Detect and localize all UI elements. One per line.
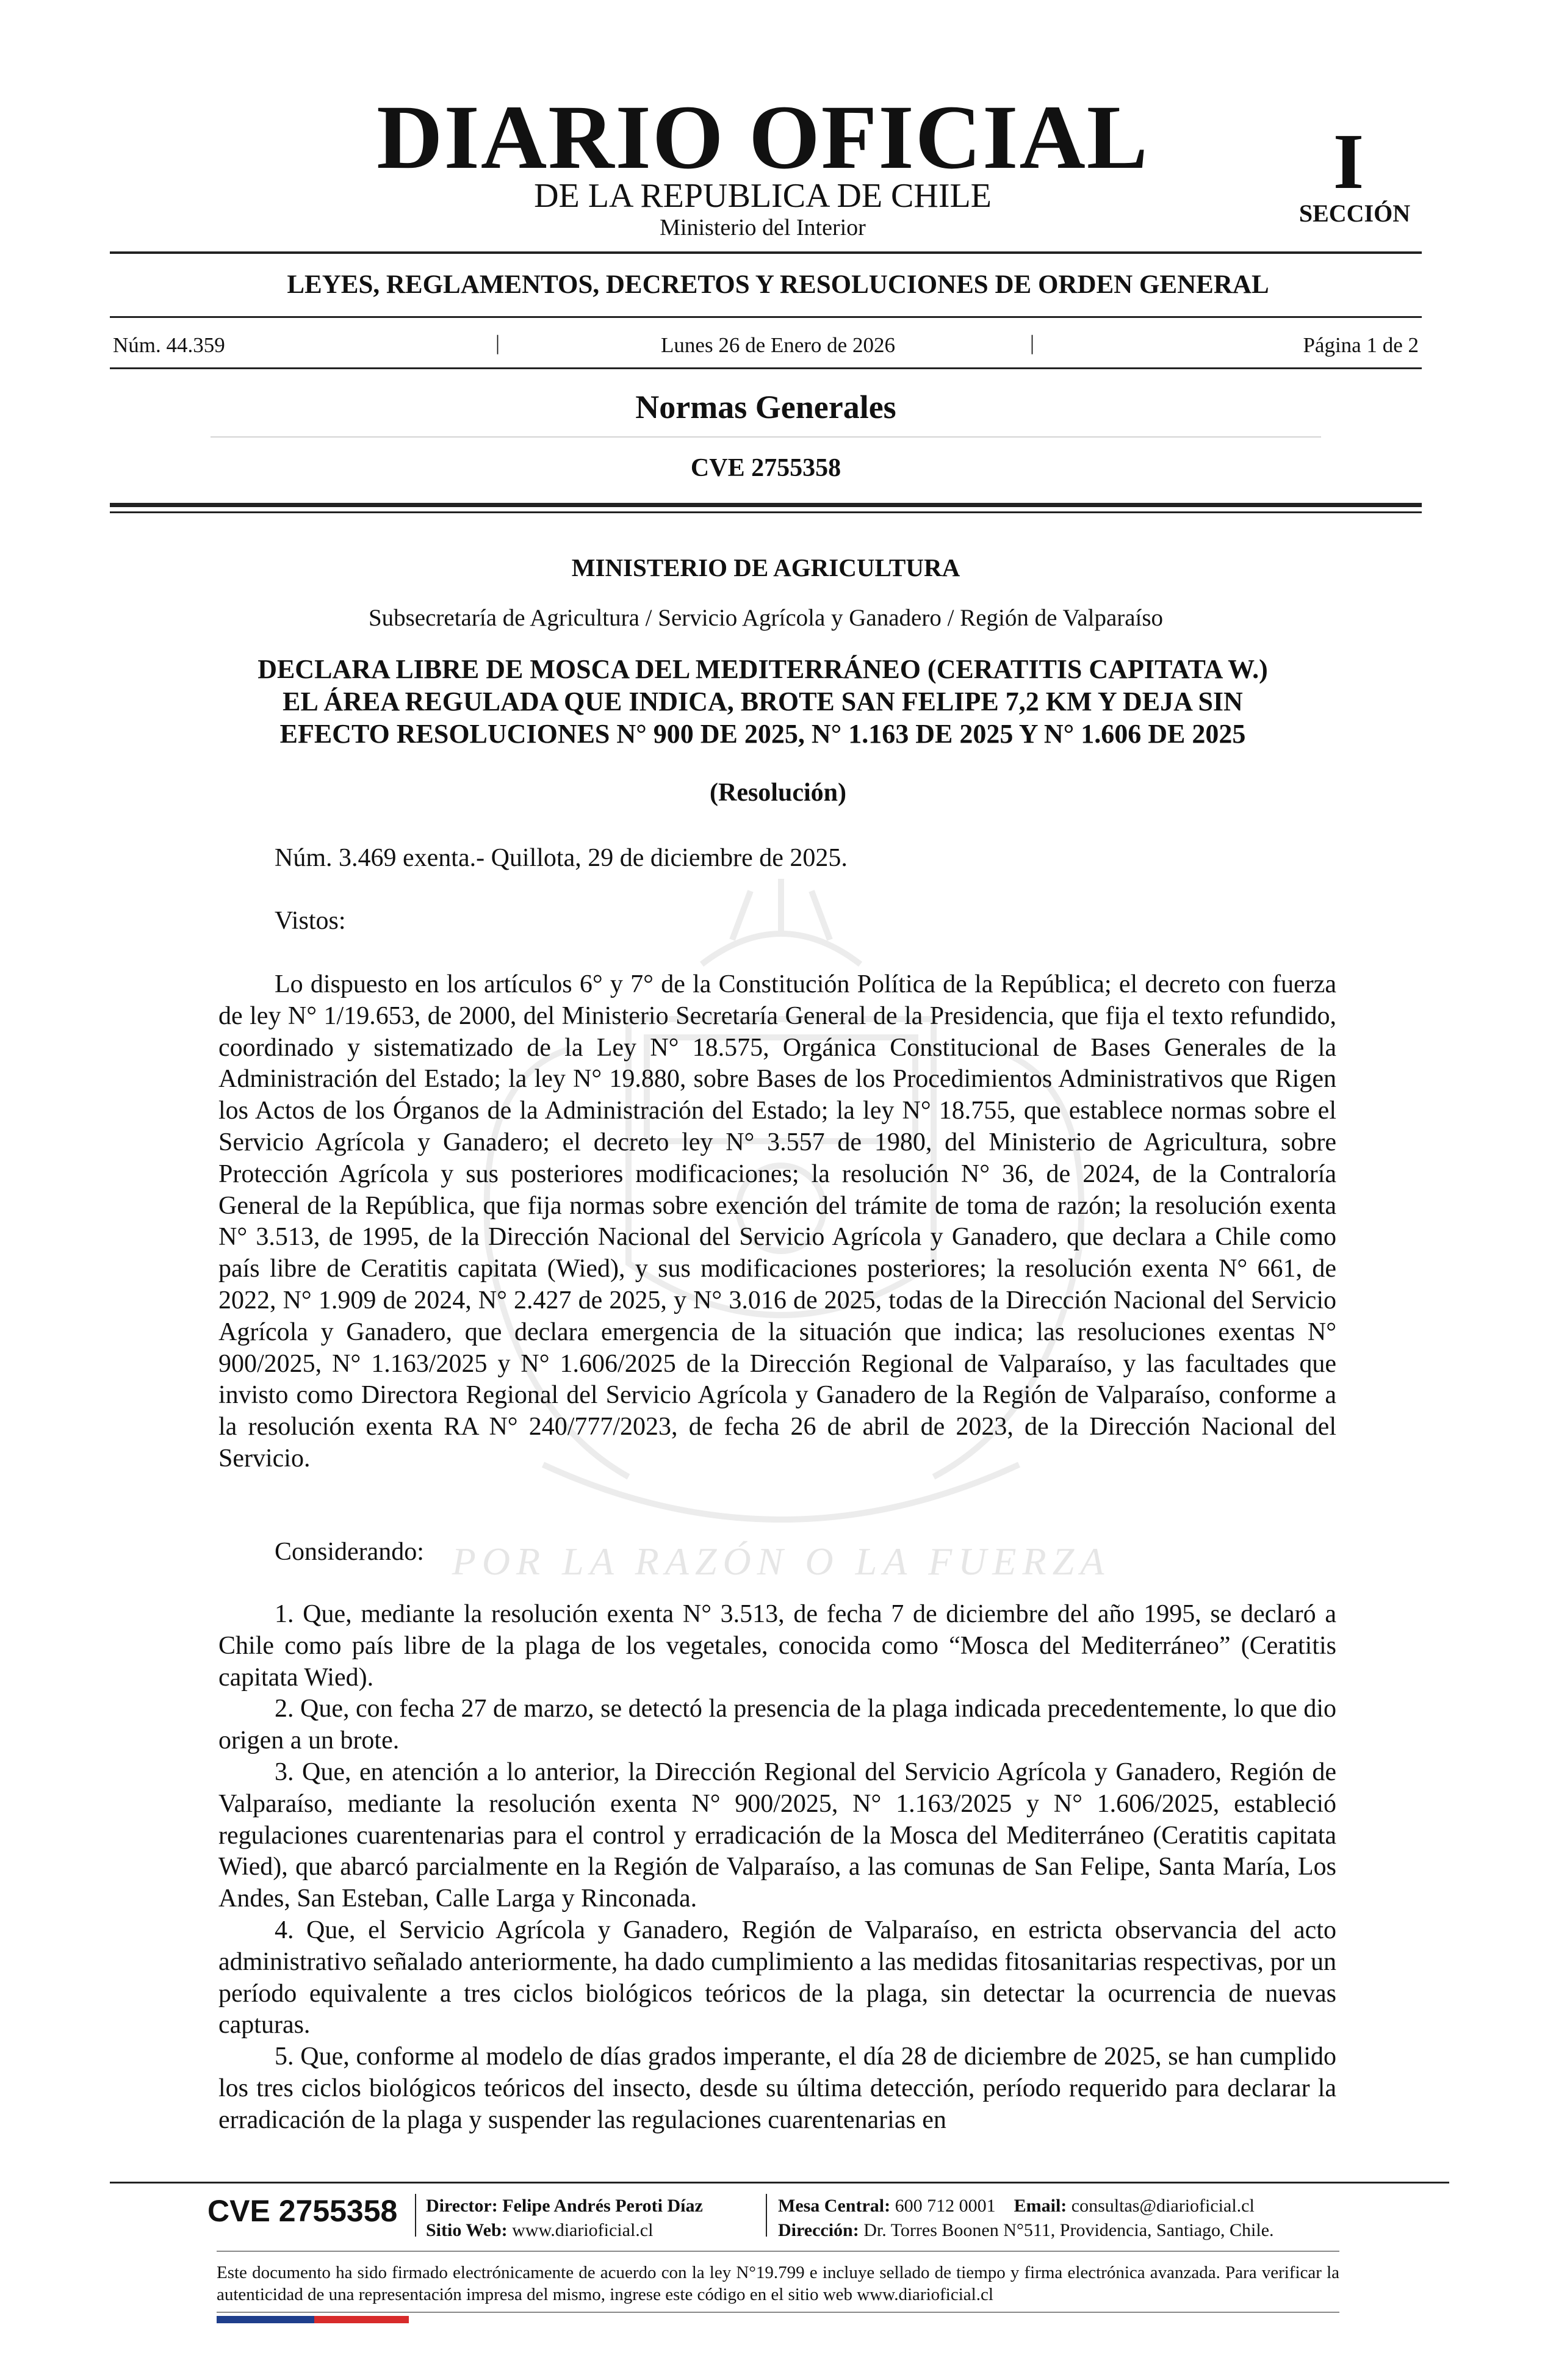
considerando-item: 1. Que, mediante la resolución exenta N° 3.513, de fecha 7 de diciembre del año 1995, se declaró a Chile como país libre de la plaga de los vegetales, conocida como “Mosca del Mediterráneo” (Ceratitis capitata Wied). [218,1600,1336,1692]
masthead-rule [110,251,1422,254]
footer-rule [110,2182,1449,2183]
cve-code: CVE 2755358 [690,454,841,482]
document-type: (Resolución) [710,779,846,807]
issue-number: Núm. 44.359 [113,333,225,357]
flag-stripe-blue [217,2316,314,2323]
meta-separator: | [1030,331,1035,355]
newspaper-title: DIARIO OFICIAL [376,87,1149,188]
section-underline [211,436,1321,438]
considerando-item: 3. Que, en atención a lo anterior, la Dirección Regional del Servicio Agrícola y Ganadero, Región de Valparaíso, mediante la resolución exenta N° 900/2025, N° 1.163/2025 y N° 1.606/2025, estableció regulaciones cuarentenarias para el control y erradicación de la Mosca del Mediterráneo (Ceratitis capitata Wied), que abarcó parcialmente en la Región de Valparaíso, a las comunas de San Felipe, Santa María, Los Andes, San Esteban, Calle Larga y Rinconada. [218,1758,1336,1913]
vistos-paragraph: Lo dispuesto en los artículos 6° y 7° de la Constitución Política de la República; el decreto con fuerza de ley N° 1/19.653, de 2000, del Ministerio Secretaría General de la Presidencia, que fija el texto refundido, coordinado y sistematizado de la Ley N° 18.575, Orgánica Constitucional de Bases Generales de la Administración del Estado; la ley N° 19.880, sobre Bases de los Procedimientos Administrativos que Rigen los Actos de los Órganos de la Administración del Estado; la ley N° 18.755, que establece normas sobre el Servicio Agrícola y Ganadero; el decreto ley N° 3.557 de 1980, del Ministerio de Agricultura, sobre Protección Agrícola y sus posteriores modificaciones; la resolución N° 36, de 2024, de la Contraloría General de la República, que fija normas sobre exención del trámite de toma de razón; la resolución exenta N° 3.513, de 1995, de la Dirección Nacional del Servicio Agrícola y Ganadero, que declara a Chile como país libre de Ceratitis capitata (Wied), y sus modificaciones posteriores; la resolución exenta N° 661, de 2022, N° 1.909 de 2024, N° 2.427 de 2025, y N° 3.016 de 2025, todas de la Dirección Nacional del Servicio Agrícola y Ganadero, que declara emergencia de la situación que indica; las resoluciones exentas N° 900/2025, N° 1.163/2025 y N° 1.606/2025 de la Dirección Regional de Valparaíso, y las facultades que invisto como Directora Regional del Servicio Agrícola y Ganadero de la Región de Valparaíso, conforme a la resolución exenta RA N° 240/777/2023, de fecha 26 de abril de 2023, de la Dirección Nacional del Servicio. [218,970,1336,1473]
ministry-heading: MINISTERIO DE AGRICULTURA [571,554,960,582]
considerando-item: 5. Que, conforme al modelo de días grados imperante, el día 28 de diciembre de 2025, se han cumplido los tres ciclos biológicos teóricos del insecto, desde su última detección, período requerido para declarar la erradicación de la plaga y suspender las regulaciones cuarentenarias en [218,2043,1336,2134]
document-title [183,653,1342,750]
website-label: Sitio Web: [426,2220,508,2240]
email-label: Email: [1014,2196,1067,2216]
category-rule [110,316,1422,318]
email-link[interactable]: consultas@diarioficial.cl [1071,2196,1255,2216]
title-line: DECLARA LIBRE DE MOSCA DEL MEDITERRÁNEO (CERATITIS CAPITATA W.) [258,654,1268,684]
resolution-number: Núm. 3.469 exenta.- Quillota, 29 de diciembre de 2025. [275,844,848,872]
address-value: Dr. Torres Boonen N°511, Providencia, Santiago, Chile. [863,2220,1274,2240]
issue-date: Lunes 26 de Enero de 2026 [661,333,895,357]
footer-director [426,2197,703,2215]
title-line: EFECTO RESOLUCIONES N° 900 DE 2025, N° 1.163 DE 2025 Y N° 1.606 DE 2025 [279,719,1246,749]
section-label: SECCIÓN [1298,200,1411,227]
newspaper-ministry: Ministerio del Interior [660,215,866,240]
section-number: I [1333,118,1364,206]
watermark-motto: POR LA RAZÓN O LA FUERZA [452,1540,1111,1583]
footer-cve-code: CVE 2755358 [207,2194,398,2228]
header-double-rule-top [110,503,1422,507]
considerando-item: 4. Que, el Servicio Agrícola y Ganadero, Región de Valparaíso, en estricta observancia del acto administrativo señalado anteriormente, ha dado cumplimiento a las medidas fitosanitarias respectivas, por un período equivalente a tres ciclos biológicos teóricos de la plaga, sin detectar la ocurrencia de nuevas capturas. [218,1916,1336,2039]
mesa-label: Mesa Central: [778,2196,891,2216]
mesa-phone: 600 712 0001 [895,2196,996,2216]
footer-address [778,2221,1274,2240]
considerandos-list [218,1599,1336,2137]
website-link[interactable]: www.diarioficial.cl [512,2220,654,2240]
vistos-label: Vistos: [275,907,346,935]
considerando-label: Considerando: [275,1538,424,1566]
page-indicator: Página 1 de 2 [1303,333,1419,357]
header-double-rule-bottom [110,511,1422,513]
meta-rule [110,367,1422,369]
flag-stripe-red [314,2316,409,2323]
footer-contact [778,2197,1255,2215]
director-name: Felipe Andrés Peroti Díaz [502,2196,703,2216]
footer-website [426,2221,653,2240]
considerando-item: 2. Que, con fecha 27 de marzo, se detectó la presencia de la plaga indicada precedentemente, lo que dio origen a un brote. [218,1695,1336,1755]
address-label: Dirección: [778,2220,859,2240]
title-line: EL ÁREA REGULADA QUE INDICA, BROTE SAN FELIPE 7,2 KM Y DEJA SIN [283,687,1243,716]
meta-separator: | [495,331,500,355]
footer-rule-bottom [217,2251,1339,2252]
footer-rule-under-disclaimer [217,2312,1339,2313]
director-label: Director: [426,2196,498,2216]
category-heading: LEYES, REGLAMENTOS, DECRETOS Y RESOLUCIONES DE ORDEN GENERAL [287,270,1269,299]
footer-disclaimer: Este documento ha sido firmado electrónicamente de acuerdo con la ley N°19.799 e incluye sellado de tiempo y firma electrónica avanzada. Para verificar la autenticidad de una representación impresa del mismo, ingrese este código en el sitio web www.diarioficial.cl [217,2263,1339,2304]
subsecretaria: Subsecretaría de Agricultura / Servicio Agrícola y Ganadero / Región de Valparaíso [368,605,1164,631]
newspaper-subtitle: DE LA REPUBLICA DE CHILE [534,177,992,215]
footer-divider-right [766,2194,767,2237]
section-heading: Normas Generales [635,389,896,425]
footer-divider-left [415,2194,416,2237]
